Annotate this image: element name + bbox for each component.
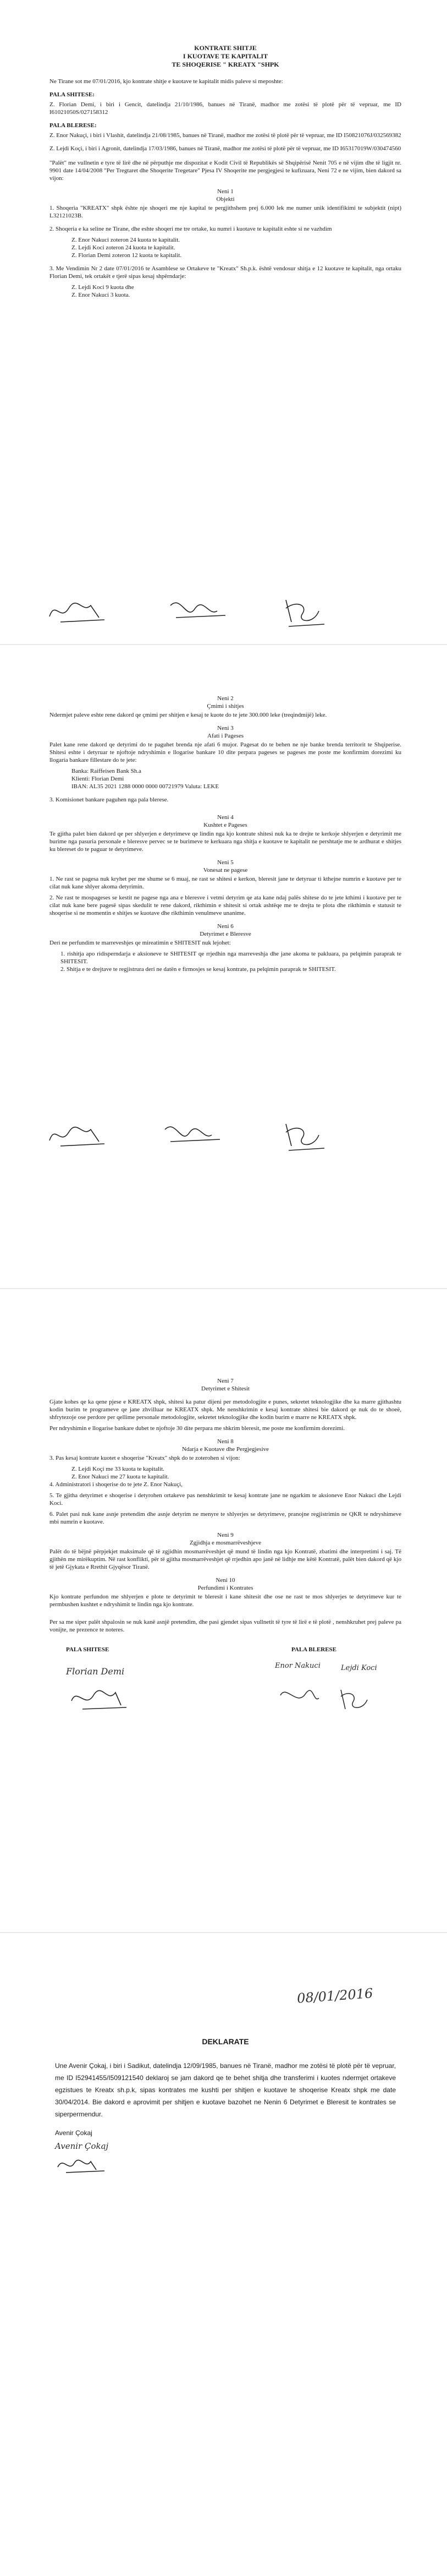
article-8-p4: 4. Administratori i shoqerise do te jete Z. Enor Nakuçi,: [49, 1481, 183, 1488]
list-item: Z. Florian Demi zoteron 12 kuota te kapitalit.: [71, 252, 182, 259]
article-8-p5: 5. Te gjitha detyrimet e shoqerise i detyrohen ortakeve pas nenshkrimit te kesaj kontrate jane ne ngarkim te aksioneve Enor Nakuci dhe Lejdi Koci.: [49, 1492, 401, 1507]
signature-koci: [165, 1127, 220, 1142]
page-3-content: [49, 1372, 401, 1717]
signature-nakuci: [286, 600, 324, 626]
article-4-text: Te gjitha palet bien dakord qe per shlyerjen e detyrimeve qe lindin nga kjo kontrate shitesi nuk ka te drejte te kerkoje shlyerjen e detyrimit me burime nga pasuria personale e bleresve pervec se te burimeve te kerkuara nga shitja e kuotave te kapitalit ne pershtatje me te ardhurat e shitjes ku blereset do te paguar te detyrimeve.: [49, 831, 401, 853]
intro-text: Ne Tirane sot me 07/01/2016, kjo kontrate shitje e kuotave te kapitalit midis paleve si meposhte:: [49, 78, 283, 85]
quota-list-transfer: [49, 283, 401, 299]
article-2-heading: [49, 695, 401, 710]
bank-client: Klienti: Florian Demi: [71, 776, 124, 782]
article-8-p6: 6. Palet pasi nuk kane asnje pretendim dhe asnje detyrim ne menyre te shlyerjes se detyrimeve, pranojne regjistrimin ne QKR te ndryshimeve mbi numrin e kuotave.: [49, 1511, 401, 1525]
article-10-title: Perfundimi i Kontrates: [197, 1585, 253, 1591]
article-2-title: Çmimi i shitjes: [207, 703, 244, 710]
article-6-text: Deri ne perfundim te marreveshjes qe mireatimin e SHITESIT nuk lejohet:: [49, 940, 231, 946]
declaration-title: DEKLARATE: [202, 2037, 249, 2046]
bank-name: Banka: Raiffeisen Bank Sh.a: [71, 768, 141, 774]
article-5-p2: 2. Ne rast te mospageses se kestit ne pagese nga ana e bleresve i vetmi detyrim qe ata kane ndaj palës shitese do te jete kthimi i kuotave per te cilat nuk kane bere pagesë sipas skedulit te rene dakord, rikthimin e shitesit si ortak ashtëqe me te drejta te plota dhe rikthimin e statusit te shoqerise si ne momentin e shitjes se kuotave dhe rikthimin venulmeve unanime.: [49, 894, 401, 916]
article-3-heading: [49, 724, 401, 740]
page-2: [0, 645, 447, 1288]
buyer-signature-name-1: Enor Nakuci: [275, 1662, 321, 1670]
final-signatures: [49, 1657, 401, 1717]
article-7-number: Neni 7: [217, 1378, 234, 1384]
seller-signature: [71, 1690, 126, 1709]
article-7-heading: [49, 1377, 401, 1393]
buyer-signature-2: [341, 1690, 367, 1709]
list-item: 2. Shitja e te drejtave te regjistrura deri ne datën e firmosjes se kesaj kontrate, pa pelqimin paraprak te SHITESIT.: [60, 966, 336, 973]
list-item: Z. Enor Nakuci zoteron 24 kuota te kapitalit.: [71, 237, 180, 243]
final-signature-marks: [66, 1679, 385, 1717]
list-item: Z. Lejdi Koci zoteron 24 kuota te kapitalit.: [71, 244, 175, 251]
declarant-signature: [55, 2153, 121, 2175]
article-3-text: Palet kane rene dakord qe detyrimi do te paguhet brenda nje afati 6 mujor. Pagesat do te behen ne nje banke brenda territorit te Shqiperise. Shitesi eshte i detyruar te njoftoje ndryshimin e llogarise bankare 10 dite perpara pageses se pageses me poste me konfirmim dorezimi ku llogaria bankare fillestare do te jete:: [49, 741, 401, 763]
quota-list-after: [49, 1465, 401, 1481]
page-2-content: [49, 689, 401, 973]
article-5-title: Vonesat ne pagese: [203, 867, 248, 874]
article-8-p3: 3. Pas kesaj kontrate kuotet e shoqerise "Kreatx" shpk do te zoterohen si vijon:: [49, 1455, 240, 1461]
list-item: 1. rishitja apo ridisperndarja e aksioneve te SHITESIT qe rrjedhin nga marreveshja dhe jane akoma te pakluara, pa pelqimin paraprak te SHITESIT.: [60, 951, 401, 965]
page-4-content: [55, 2038, 396, 2177]
list-item: Z. Enor Nakuci 3 kuota.: [71, 292, 130, 298]
buyer-signature-name-2: Lejdi Koci: [341, 1664, 377, 1672]
declaration-text: Une Avenir Çokaj, i biri i Sadikut, datelindja 12/09/1985, banues në Tiranë, madhor me zotësi të plotë për të vepruar, me ID I52941455/I509121540 deklaroj se jam dakord qe te behet shitja dhe transferimi i kuotes ndermjet ortakeve egzistues te Kreatx sh.p.k, sipas kontrates me kushti per shitjen e kuotave te shoqerise Kreatx shpk me date 30/04/2014. Bie dakord e aprovimit per shitjen e kuotave bazohet ne Nenin 6 Detyrimet e Bleresit te kontrates se siperpermendur.: [55, 2062, 396, 2118]
article-5-p1: 1. Ne rast se pagesa nuk kryhet per me shume se 6 muaj, ne rast se shitesi e kerkon, bleresit jane te detyruar ti kthejne numrin e kuotave per te cilat nuk kane shlyer akoma detyrimin.: [49, 876, 401, 890]
buyer-label: PALA BLERESE: [291, 1646, 337, 1653]
article-2-number: Neni 2: [217, 695, 234, 702]
article-3-p2: 3. Komisionet bankare paguhen nga pala blerese.: [49, 796, 169, 803]
page-1-content: [49, 44, 401, 299]
bank-details: [49, 767, 401, 790]
signature-koci: [170, 603, 225, 618]
buyer-1-text: Z. Enor Nakuçi, i biri i Vlashit, datelindja 21/08/1985, banues në Tiranë, madhor me zotësi të plotë për të vepruar, me ID I50821076J/032569382: [49, 132, 401, 139]
page-3: [0, 1289, 447, 1932]
handwritten-date: 08/01/2016: [296, 1985, 374, 2006]
article-9-title: Zgjidhja e mosmarrëveshjeve: [189, 1540, 262, 1546]
article-8-heading: [49, 1438, 401, 1453]
article-8-number: Neni 8: [217, 1438, 234, 1445]
article-4-title: Kushtet e Pageses: [203, 822, 247, 828]
article-9-number: Neni 9: [217, 1532, 234, 1538]
article-8-title: Ndarja e Kuotave dhe Pergjegjesive: [181, 1446, 269, 1453]
article-1-number: Neni 1: [217, 188, 234, 195]
contract-title: [49, 44, 401, 69]
article-4-heading: [49, 814, 401, 829]
article-1-p1: 1. Shoqeria "KREATX" shpk ёshte nje shoqeri me nje kapital te pergjithshem prej 6.000 lek me numer unik identifikimi te subjektit (nipt) L32121023B.: [49, 205, 401, 219]
seller-heading: PALA SHITESE:: [49, 91, 95, 98]
signature-demi: [49, 1127, 104, 1146]
party-labels: [49, 1646, 401, 1657]
declarant-handwritten-name: Avenir Çokaj: [55, 2141, 109, 2151]
article-5-number: Neni 5: [217, 859, 234, 866]
list-item: Z. Lejdi Koçi me 33 kuota te kapitalit.: [71, 1466, 164, 1472]
title-line-1: KONTRATE SHITJE: [194, 44, 257, 52]
seller-label: PALA SHITESE: [66, 1646, 109, 1653]
article-9-text: Palët do të bëjnë përpjekjet maksimale që të zgjidhin mosmarrëveshjet që mund të lindin nga kjo Kontratë, zbatimi dhe interpretimi i saj. Të gjithën me mirëkuptim. Në rast konflikti, për të gjitha mosmarrëveshjet që rrjedhin apo janë në lidhje me këtë Kontratë, palët bien dakord që kjo të jetë Gjykata e Rrethit Gjyqësor Tiranë.: [49, 1548, 401, 1570]
quota-list-before: [49, 236, 401, 259]
page-1: [0, 0, 447, 644]
title-line-3: TE SHOQERISE " KREATX "SHPK: [172, 61, 279, 68]
article-3-number: Neni 3: [217, 725, 234, 732]
buyer-signature-1: [280, 1690, 319, 1699]
declarant-signature-stroke: [58, 2160, 104, 2173]
article-3-title: Afati i Pageses: [207, 733, 244, 739]
article-10-number: Neni 10: [216, 1577, 235, 1584]
article-10-text: Kjo kontrate perfundon me shlyerjen e plote te detyrimit te bleresit i kane shitesit dhe ose ne rast te mos shlyerjes te detyrimeve kur te permbushen kushtet e ndryshimit te lindin nga kjo kontrate.: [49, 1593, 401, 1608]
article-6-list: [49, 950, 401, 973]
bank-iban: IBAN: AL35 2021 1288 0000 0000 00721979 Valuta: LEKE: [71, 783, 219, 790]
list-item: Z. Enor Nakuci me 27 kuota te kapitalit.: [71, 1473, 169, 1480]
article-1-p2: 2. Shoqeria e ka seline ne Tirane, dhe eshte shoqeri me tre ortake, ku numri i kuotave te kapitalit eshte si ne vazhdim: [49, 226, 332, 232]
seller-signature-name: Florian Demi: [66, 1666, 125, 1677]
declarant-name: Avenir Çokaj: [55, 2129, 92, 2137]
article-7-text: Gjate kohes qe ka qene pjese e KREATX shpk, shitesi ka patur dijeni per metodologjite e punes, sekretet teknologjike dhe ka marre gjithashtu kodin burim te programeve qe jane zhvilluar ne KREATX shpk. Me nenshkrimin e kesaj kontrate shitesi bie dakord qe nuk do te shoeë, shfrytezoje ose perdore per qellime personale metodologjite, sekretet teknologjike dhe kodin burim e marre ne KREATX shpk.: [49, 1399, 401, 1421]
article-6-number: Neni 6: [217, 923, 234, 930]
list-item: Z. Lejdi Koci 9 kuota dhe: [71, 284, 134, 291]
title-line-2: I KUOTAVE TE KAPITALIT: [183, 52, 268, 60]
article-9-heading: [49, 1531, 401, 1547]
page-2-initials-signatures: [38, 1107, 368, 1157]
page-1-initials-signatures: [38, 583, 368, 633]
article-4-number: Neni 4: [217, 814, 234, 821]
seller-text: Z. Florian Demi, i biri i Gencit, datelindja 21/10/1986, banues në Tiranë, madhor me zotësi të plotë për të vepruar, me ID I61021050S/027158312: [49, 101, 401, 116]
article-5-heading: [49, 859, 401, 874]
article-10-heading: [49, 1576, 401, 1592]
signature-demi: [49, 603, 104, 622]
article-1-p3: 3. Me Vendimin Nr 2 date 07/01/2016 te Asamblese se Ortakeve te "Kreatx" Sh.p.k. është vendosur shitja e 12 kuotave te kapitalit, nga ortaku Florian Demi, tek ortakët e tjerë sipas kesaj shpërndarje:: [49, 265, 401, 280]
article-7-title: Detyrimet e Shitesit: [201, 1385, 250, 1392]
page-4: [0, 1933, 447, 2576]
signature-nakuci: [286, 1124, 324, 1150]
article-7-text-2: Per ndryshimin e llogarise bankare dubet te njoftoje 30 dite perpara me shkrim bleresit, me poste me konfirmim dorezimi.: [49, 1425, 345, 1432]
parties-agreement: "Palët" me vullnetin e tyre të lirë dhe në përputhje me dispozitat e Kodit Civil të Republikës së Shqipërisë Nenit 705 e në vijim dhe të ligjit nr. 9901 date 14/04/2008 "Per Tregtaret dhe Shoqerite Tregetare" Pjesa IV Shoqerite me pergjegjesi te kufizuara, Neni 72 e ne vijim, bien dakord sa vijon:: [49, 160, 401, 182]
closing-text: Per sa me siper palët shpalosin se nuk kanë asnjë pretendim, dhe pasi gjendet sipas vullnetit të tyre të lirë e të plotë , nenshkruhet prej paleve pa vonijte, ne prezence te noteres.: [49, 1619, 401, 1633]
article-6-heading: [49, 923, 401, 938]
article-1-heading: [49, 188, 401, 203]
article-6-title: Detyrimet e Bleresve: [200, 931, 251, 937]
article-1-title: Objekti: [216, 196, 235, 203]
article-2-text: Ndermjet paleve eshte rene dakord qe çmimi per shitjen e kesaj te kuote do te jete 300.000 leke (treqindmijë) leke.: [49, 712, 327, 718]
buyer-heading: PALA BLERESE:: [49, 122, 97, 129]
buyer-2-text: Z. Lejdi Koçi, i biri i Agronit, datelindja 17/03/1986, banues në Tiranë, madhor me zotësi të plotë për të vepruar, me ID I65317019W/030474560: [49, 145, 401, 152]
